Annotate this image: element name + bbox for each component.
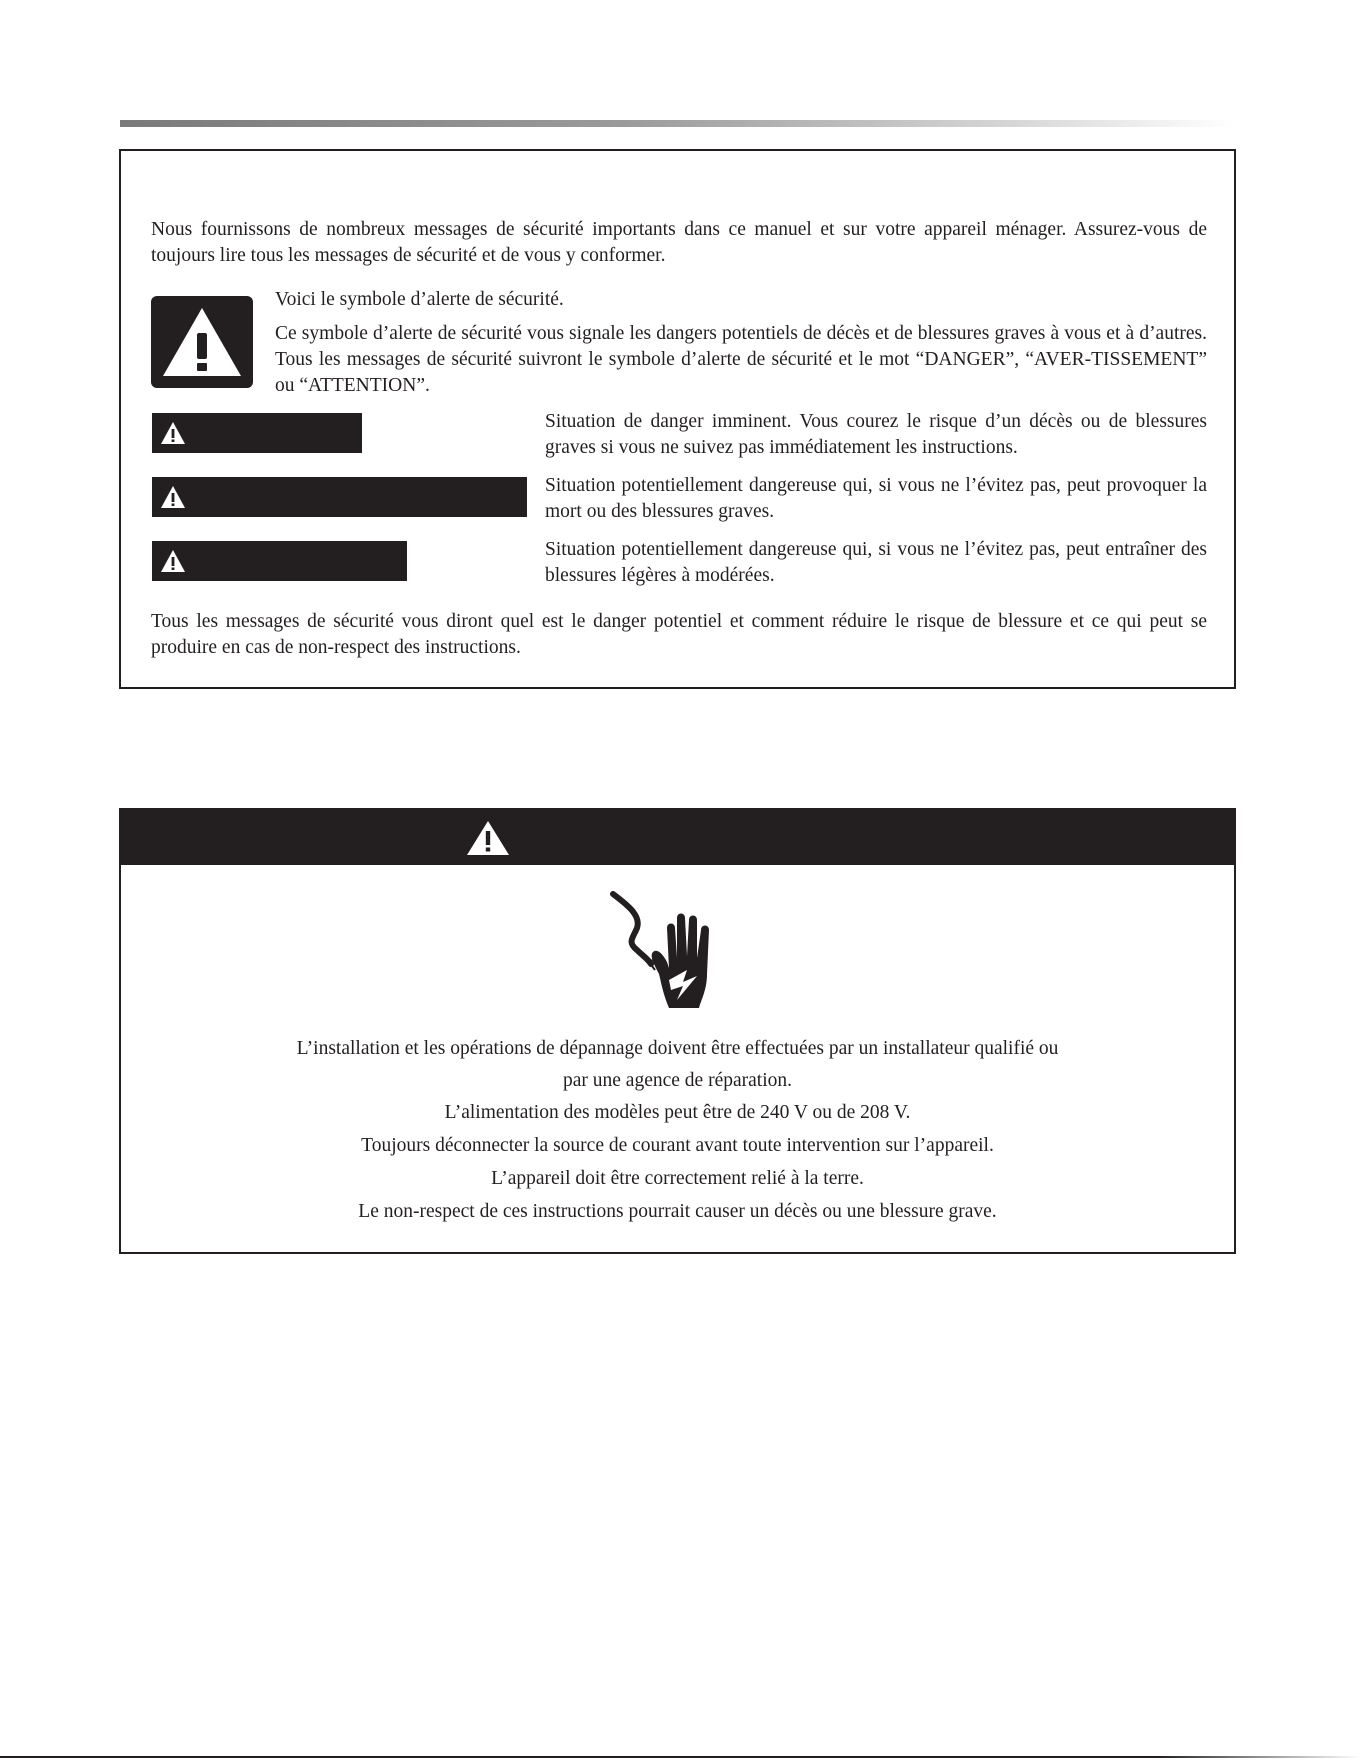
danger-signal-bar bbox=[152, 413, 362, 453]
warning-line-6: Le non-respect de ces instructions pourrait causer un décès ou une blessure grave. bbox=[358, 1201, 997, 1222]
safety-messages-box bbox=[119, 149, 1236, 689]
caution-description: Situation potentiellement dangereuse qui, si vous ne l’évitez pas, peut entraîner des blessures légères à modérées. bbox=[545, 539, 1207, 586]
alert-triangle-icon bbox=[160, 485, 186, 509]
warning-header-bar bbox=[121, 810, 1234, 865]
electrical-warning-box bbox=[119, 808, 1236, 1254]
safety-alert-symbol-icon bbox=[151, 296, 253, 388]
alert-triangle-icon bbox=[466, 820, 510, 856]
warning-signal-bar bbox=[152, 477, 527, 517]
safety-intro-text: Nous fournissons de nombreux messages de sécurité importants dans ce manuel et sur votre appareil ménager. Assurez-vous de toujours lire tous les messages de sécurité et de vous y conformer. bbox=[151, 219, 1207, 266]
electric-shock-hand-icon bbox=[603, 882, 723, 1022]
symbol-heading: Voici le symbole d’alerte de sécurité. bbox=[275, 289, 564, 310]
warning-description: Situation potentiellement dangereuse qui, si vous ne l’évitez pas, peut provoquer la mort ou des blessures graves. bbox=[545, 475, 1207, 522]
warning-line-4: Toujours déconnecter la source de courant avant toute intervention sur l’appareil. bbox=[361, 1135, 994, 1156]
danger-description: Situation de danger imminent. Vous courez le risque d’un décès ou de blessures graves si vous ne suivez pas immédiatement les instructions. bbox=[545, 411, 1207, 458]
alert-triangle-icon bbox=[160, 421, 186, 445]
caution-signal-bar bbox=[152, 541, 407, 581]
warning-line-5: L’appareil doit être correctement relié à la terre. bbox=[491, 1168, 864, 1189]
warning-line-3: L’alimentation des modèles peut être de 240 V ou de 208 V. bbox=[444, 1102, 911, 1123]
safety-closing-text: Tous les messages de sécurité vous diront quel est le danger potentiel et comment réduire le risque de blessure et ce qui peut se produire en cas de non-respect des instructions. bbox=[151, 611, 1207, 658]
warning-line-1: L’installation et les opérations de dépannage doivent être effectuées par un installateur qualifié ou bbox=[296, 1038, 1059, 1059]
symbol-description: Ce symbole d’alerte de sécurité vous signale les dangers potentiels de décès et de blessures graves à vous et à d’autres. Tous les messages de sécurité suivront le symbole d’alerte de sécurité et le mot “DANGER”, “AVER-TISSEMENT” ou “ATTENTION”. bbox=[275, 323, 1207, 396]
page-bottom-edge bbox=[0, 1756, 1361, 1758]
section-header-rule bbox=[120, 120, 1235, 127]
alert-triangle-icon bbox=[160, 549, 186, 573]
warning-line-2: par une agence de réparation. bbox=[563, 1070, 792, 1091]
